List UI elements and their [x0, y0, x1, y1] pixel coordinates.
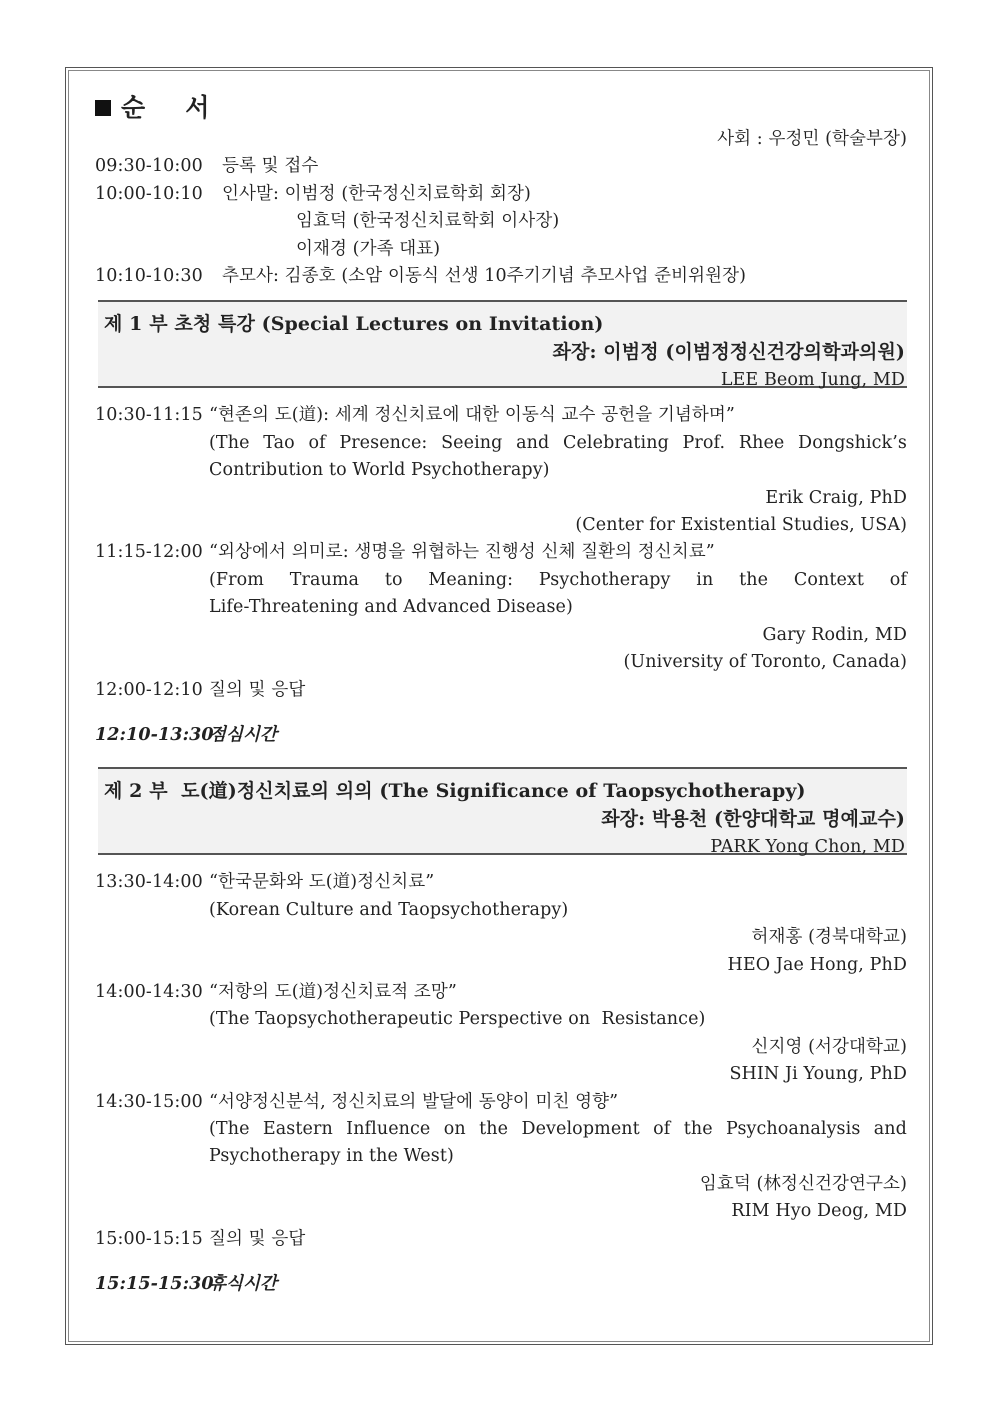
break-row [95, 722, 907, 749]
heading-char-1: 순 [121, 93, 146, 122]
time-slot: 10:10-10:30 [95, 266, 203, 287]
session-chair: 좌장: 박용천 (한양대학교 명예교수) [601, 808, 905, 831]
schedule-text: 인사말: 이범정 (한국정신치료학회 회장) [222, 183, 531, 204]
speaker-ko: 신지영 (서강대학교) [751, 1036, 907, 1057]
talk-title-row [95, 869, 907, 896]
schedule-row [95, 263, 907, 290]
time-slot: 10:00-10:10 [95, 183, 203, 204]
schedule-row [95, 208, 907, 235]
time-slot: 14:30-15:00 [95, 1091, 203, 1112]
schedule-row [95, 181, 907, 208]
time-slot: 14:00-14:30 [95, 981, 203, 1002]
talk-title-row [95, 539, 907, 566]
time-slot: 13:30-14:00 [95, 872, 203, 893]
talk-title-en: (The Eastern Influence on the Development of the Psychoanalysis and [209, 1118, 907, 1139]
speaker-en: RIM Hyo Deog, MD [731, 1201, 907, 1222]
session-chair: 좌장: 이범정 (이범정정신건강의학과의원) [552, 341, 905, 364]
speaker-ko: 임효덕 (林정신건강연구소) [699, 1173, 907, 1194]
speaker: Erik Craig, PhD [765, 487, 907, 508]
time-slot: 15:15-15:30 [95, 1274, 214, 1294]
talk-title-en-cont: Life-Threatening and Advanced Disease) [209, 597, 573, 618]
qa-text: 질의 및 응답 [209, 1228, 306, 1249]
schedule-row [95, 153, 907, 180]
session-1-header [98, 300, 907, 391]
talk-title-en-cont: Psychotherapy in the West) [209, 1146, 454, 1167]
session-title: 제 2 부 도(道)정신치료의 의의 (The Significance of Taopsychotherapy) [104, 780, 806, 803]
time-slot: 11:15-12:00 [95, 542, 203, 563]
affiliation: (University of Toronto, Canada) [623, 652, 907, 673]
heading-char-2: 서 [185, 93, 210, 122]
session-2-header [98, 767, 907, 858]
speaker-ko: 허재홍 (경북대학교) [751, 927, 907, 948]
schedule-text: 등록 및 접수 [222, 156, 319, 177]
schedule-text: 추모사: 김종호 (소암 이동식 선생 10주기기념 추모사업 준비위원장) [222, 266, 747, 287]
schedule-text: 이재경 (가족 대표) [296, 238, 441, 259]
talk-title-en: (The Tao of Presence: Seeing and Celebrating Prof. Rhee Dongshick’s [209, 432, 907, 453]
talk-title-ko: “현존의 도(道): 세계 정신치료에 대한 이동식 교수 공헌을 기념하며” [209, 405, 735, 426]
program-document [95, 90, 907, 1298]
talk-title-en: (From Trauma to Meaning: Psychotherapy in the Context of [209, 569, 907, 590]
qa-row [95, 1226, 907, 1253]
talk-title-en-cont: Contribution to World Psychotherapy) [209, 460, 550, 481]
talk-title-ko: “외상에서 의미로: 생명을 위협하는 진행성 신체 질환의 정신치료” [209, 542, 715, 563]
time-slot: 12:10-13:30 [95, 724, 214, 745]
session-chair-en: LEE Beom Jung, MD [720, 370, 905, 391]
black-square-icon [95, 100, 111, 116]
qa-text: 질의 및 응답 [209, 679, 306, 700]
time-slot: 15:00-15:15 [95, 1228, 203, 1249]
talk-title-en: (Korean Culture and Taopsychotherapy) [209, 899, 569, 920]
qa-row [95, 677, 907, 704]
schedule-text: 임효덕 (한국정신치료학회 이사장) [296, 211, 560, 232]
session-title: 제 1 부 초청 특강 (Special Lectures on Invitation) [104, 313, 604, 336]
speaker-en: SHIN Ji Young, PhD [729, 1064, 907, 1085]
break-text: 점심시간 [209, 724, 278, 745]
schedule-row [95, 236, 907, 263]
talk-title-ko: “저항의 도(道)정신치료적 조망” [209, 981, 457, 1002]
break-text: 휴식시간 [209, 1274, 278, 1294]
talk-title-row [95, 402, 907, 429]
section-heading [95, 90, 907, 126]
moderator: 사회 : 우정민 (학술부장) [717, 129, 907, 149]
time-slot: 09:30-10:00 [95, 156, 203, 177]
time-slot: 10:30-11:15 [95, 405, 203, 426]
talk-title-ko: “한국문화와 도(道)정신치료” [209, 872, 435, 893]
session-chair-en: PARK Yong Chon, MD [710, 837, 905, 858]
time-slot: 12:00-12:10 [95, 679, 203, 700]
talk-title-row [95, 979, 907, 1006]
speaker: Gary Rodin, MD [762, 624, 907, 645]
talk-title-row [95, 1089, 907, 1116]
break-row [95, 1271, 907, 1298]
talk-title-en: (The Taopsychotherapeutic Perspective on Resistance) [209, 1009, 706, 1030]
talk-title-ko: “서양정신분석, 정신치료의 발달에 동양이 미친 영향” [209, 1091, 619, 1112]
affiliation: (Center for Existential Studies, USA) [575, 515, 907, 536]
speaker-en: HEO Jae Hong, PhD [727, 954, 907, 975]
